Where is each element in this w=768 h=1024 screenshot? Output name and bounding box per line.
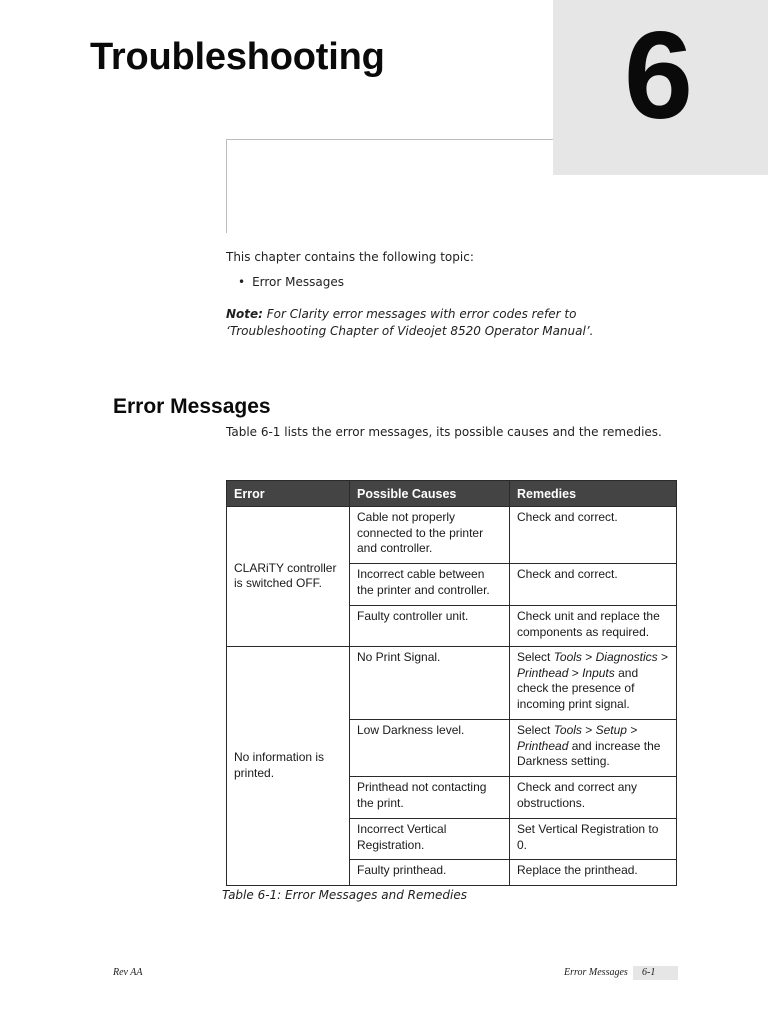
note-label: Note: <box>226 307 263 321</box>
decorative-frame-top <box>226 139 553 140</box>
cause-cell: No Print Signal. <box>350 647 510 720</box>
footer-page-number: 6-1 <box>642 967 656 978</box>
remedy-cell: Check and correct. <box>510 507 677 564</box>
remedy-cell: Set Vertical Registration to 0. <box>510 819 677 860</box>
cause-cell: Printhead not contacting the print. <box>350 777 510 819</box>
footer-section: Error Messages <box>564 967 628 978</box>
error-cell: CLARiTY controller is switched OFF. <box>227 507 350 647</box>
remedy-segment: Select <box>517 723 554 737</box>
remedy-segment: > <box>657 650 668 664</box>
remedy-segment: > <box>568 665 583 680</box>
remedy-segment: Tools <box>553 723 582 737</box>
remedy-cell: Check unit and replace the components as required. <box>510 606 677 647</box>
decorative-frame-left <box>226 139 227 233</box>
table-row <box>227 507 677 564</box>
footer-revision: Rev AA <box>113 967 143 978</box>
error-cell: No information is printed. <box>227 647 350 886</box>
topic-list-item <box>238 275 344 289</box>
remedy-segment: Printhead <box>517 738 569 753</box>
remedy-cell: Check and correct any obstructions. <box>510 777 677 819</box>
remedy-cell: Replace the printhead. <box>510 860 677 886</box>
section-description: Table 6-1 lists the error messages, its possible causes and the remedies. <box>226 425 662 439</box>
cause-cell: Incorrect cable between the printer and controller. <box>350 564 510 606</box>
header-possible-causes: Possible Causes <box>350 481 510 507</box>
table-header-row <box>227 481 677 507</box>
remedy-segment: > <box>581 650 596 664</box>
remedy-segment: and increase the Darkness setting. <box>517 738 661 768</box>
remedy-cell: Check and correct. <box>510 564 677 606</box>
remedy-cell <box>510 647 677 720</box>
note <box>226 306 666 340</box>
error-messages-table <box>226 480 677 886</box>
header-remedies: Remedies <box>510 481 677 507</box>
topic-link: Error Messages <box>252 275 344 289</box>
table-caption: Table 6-1: Error Messages and Remedies <box>222 888 467 902</box>
remedy-segment: Tools <box>553 650 582 664</box>
table-row <box>227 647 677 720</box>
intro-text: This chapter contains the following topic: <box>226 250 474 264</box>
remedy-segment: Setup <box>595 723 627 737</box>
remedy-segment: Diagnostics <box>595 650 658 664</box>
remedy-segment: > <box>581 723 596 737</box>
header-error: Error <box>227 481 350 507</box>
section-title: Error Messages <box>113 395 271 418</box>
remedy-segment: Printhead <box>517 665 569 680</box>
page-title: Troubleshooting <box>90 36 385 78</box>
remedy-segment: > <box>626 723 638 737</box>
bullet-icon: • <box>238 275 246 289</box>
remedy-segment: Inputs <box>582 665 615 680</box>
footer-page-box <box>633 966 678 980</box>
note-text: For Clarity error messages with error codes refer to ‘Troubleshooting Chapter of Videojet 8520 Operator Manual’. <box>226 307 594 338</box>
footer-page-info <box>563 966 678 980</box>
cause-cell: Low Darkness level. <box>350 720 510 777</box>
remedy-segment: and check the presence of incoming print signal. <box>517 665 639 711</box>
cause-cell: Incorrect Vertical Registration. <box>350 819 510 860</box>
remedy-segment: Select <box>517 650 554 664</box>
remedy-cell <box>510 720 677 777</box>
cause-cell: Faulty printhead. <box>350 860 510 886</box>
chapter-number: 6 <box>624 7 693 145</box>
cause-cell: Faulty controller unit. <box>350 606 510 647</box>
cause-cell: Cable not properly connected to the printer and controller. <box>350 507 510 564</box>
